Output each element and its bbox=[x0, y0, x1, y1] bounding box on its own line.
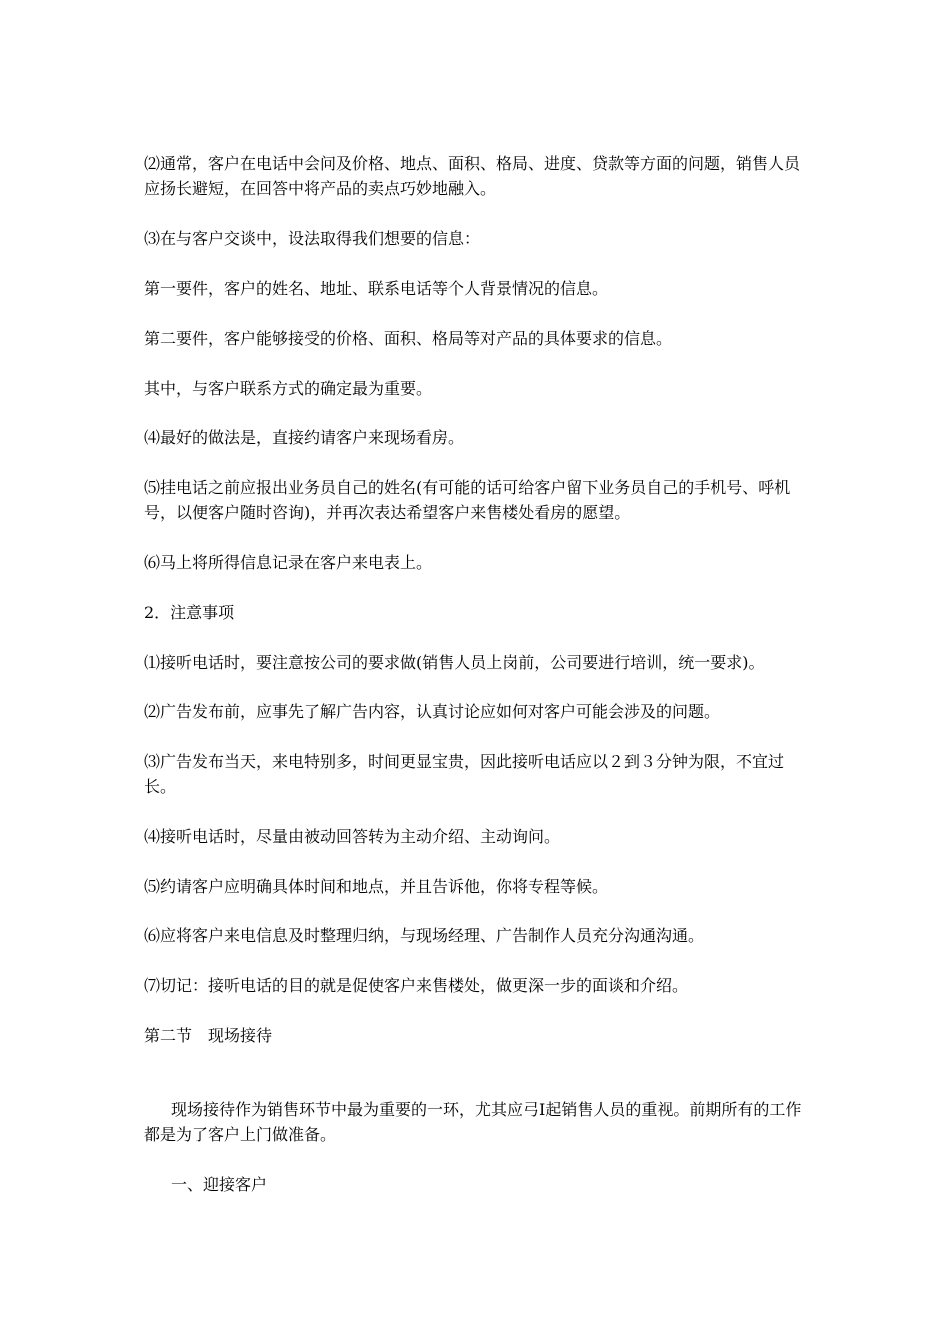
paragraph-get-information: ⑶在与客户交谈中，设法取得我们想要的信息： bbox=[144, 229, 481, 248]
paragraph-on-site-intro: 现场接待作为销售环节中最为重要的一环，尤其应弓I起销售人员的重视。前期所有的工作都是为了客户上门做准备。 bbox=[144, 1100, 802, 1144]
paragraph-second-requirement: 第二要件，客户能够接受的价格、面积、格局等对产品的具体要求的信息。 bbox=[144, 329, 673, 348]
paragraph-note-1: ⑴接听电话时，要注意按公司的要求做(销售人员上岗前，公司要进行培训，统一要求)。 bbox=[144, 653, 765, 672]
section-heading-on-site: 第二节 现场接待 bbox=[144, 1026, 273, 1045]
paragraph-note-5: ⑸约请客户应明确具体时间和地点，并且告诉他，你将专程等候。 bbox=[144, 877, 609, 896]
paragraph-note-2: ⑵广告发布前，应事先了解广告内容，认真讨论应如何对客户可能会涉及的问题。 bbox=[144, 702, 721, 721]
paragraph-record-info: ⑹马上将所得信息记录在客户来电表上。 bbox=[144, 553, 433, 572]
subheading-welcome-customer: 一、迎接客户 bbox=[171, 1175, 268, 1194]
paragraph-before-hangup: ⑸挂电话之前应报出业务员自己的姓名(有可能的话可给客户留下业务员自己的手机号、呼机号，以便客户随时咨询)，并再次表达希望客户来售楼处看房的愿望。 bbox=[144, 478, 791, 522]
paragraph-best-practice: ⑷最好的做法是，直接约请客户来现场看房。 bbox=[144, 428, 465, 447]
paragraph-note-3: ⑶广告发布当天，来电特别多，时间更显宝贵，因此接听电话应以２到３分钟为限，不宜过长。 bbox=[144, 752, 785, 796]
paragraph-contact-importance: 其中，与客户联系方式的确定最为重要。 bbox=[144, 379, 433, 398]
section-heading-notes: 2．注意事项 bbox=[144, 603, 235, 622]
paragraph-note-4: ⑷接听电话时，尽量由被动回答转为主动介绍、主动询问。 bbox=[144, 827, 561, 846]
paragraph-note-6: ⑹应将客户来电信息及时整理归纳，与现场经理、广告制作人员充分沟通沟通。 bbox=[144, 926, 705, 945]
paragraph-inquiry-topics: ⑵通常，客户在电话中会问及价格、地点、面积、格局、进度、贷款等方面的问题，销售人员应扬长避短，在回答中将产品的卖点巧妙地融入。 bbox=[144, 154, 801, 198]
paragraph-first-requirement: 第一要件，客户的姓名、地址、联系电话等个人背景情况的信息。 bbox=[144, 279, 609, 298]
paragraph-note-7: ⑺切记：接听电话的目的就是促使客户来售楼处，做更深一步的面谈和介绍。 bbox=[144, 976, 689, 995]
